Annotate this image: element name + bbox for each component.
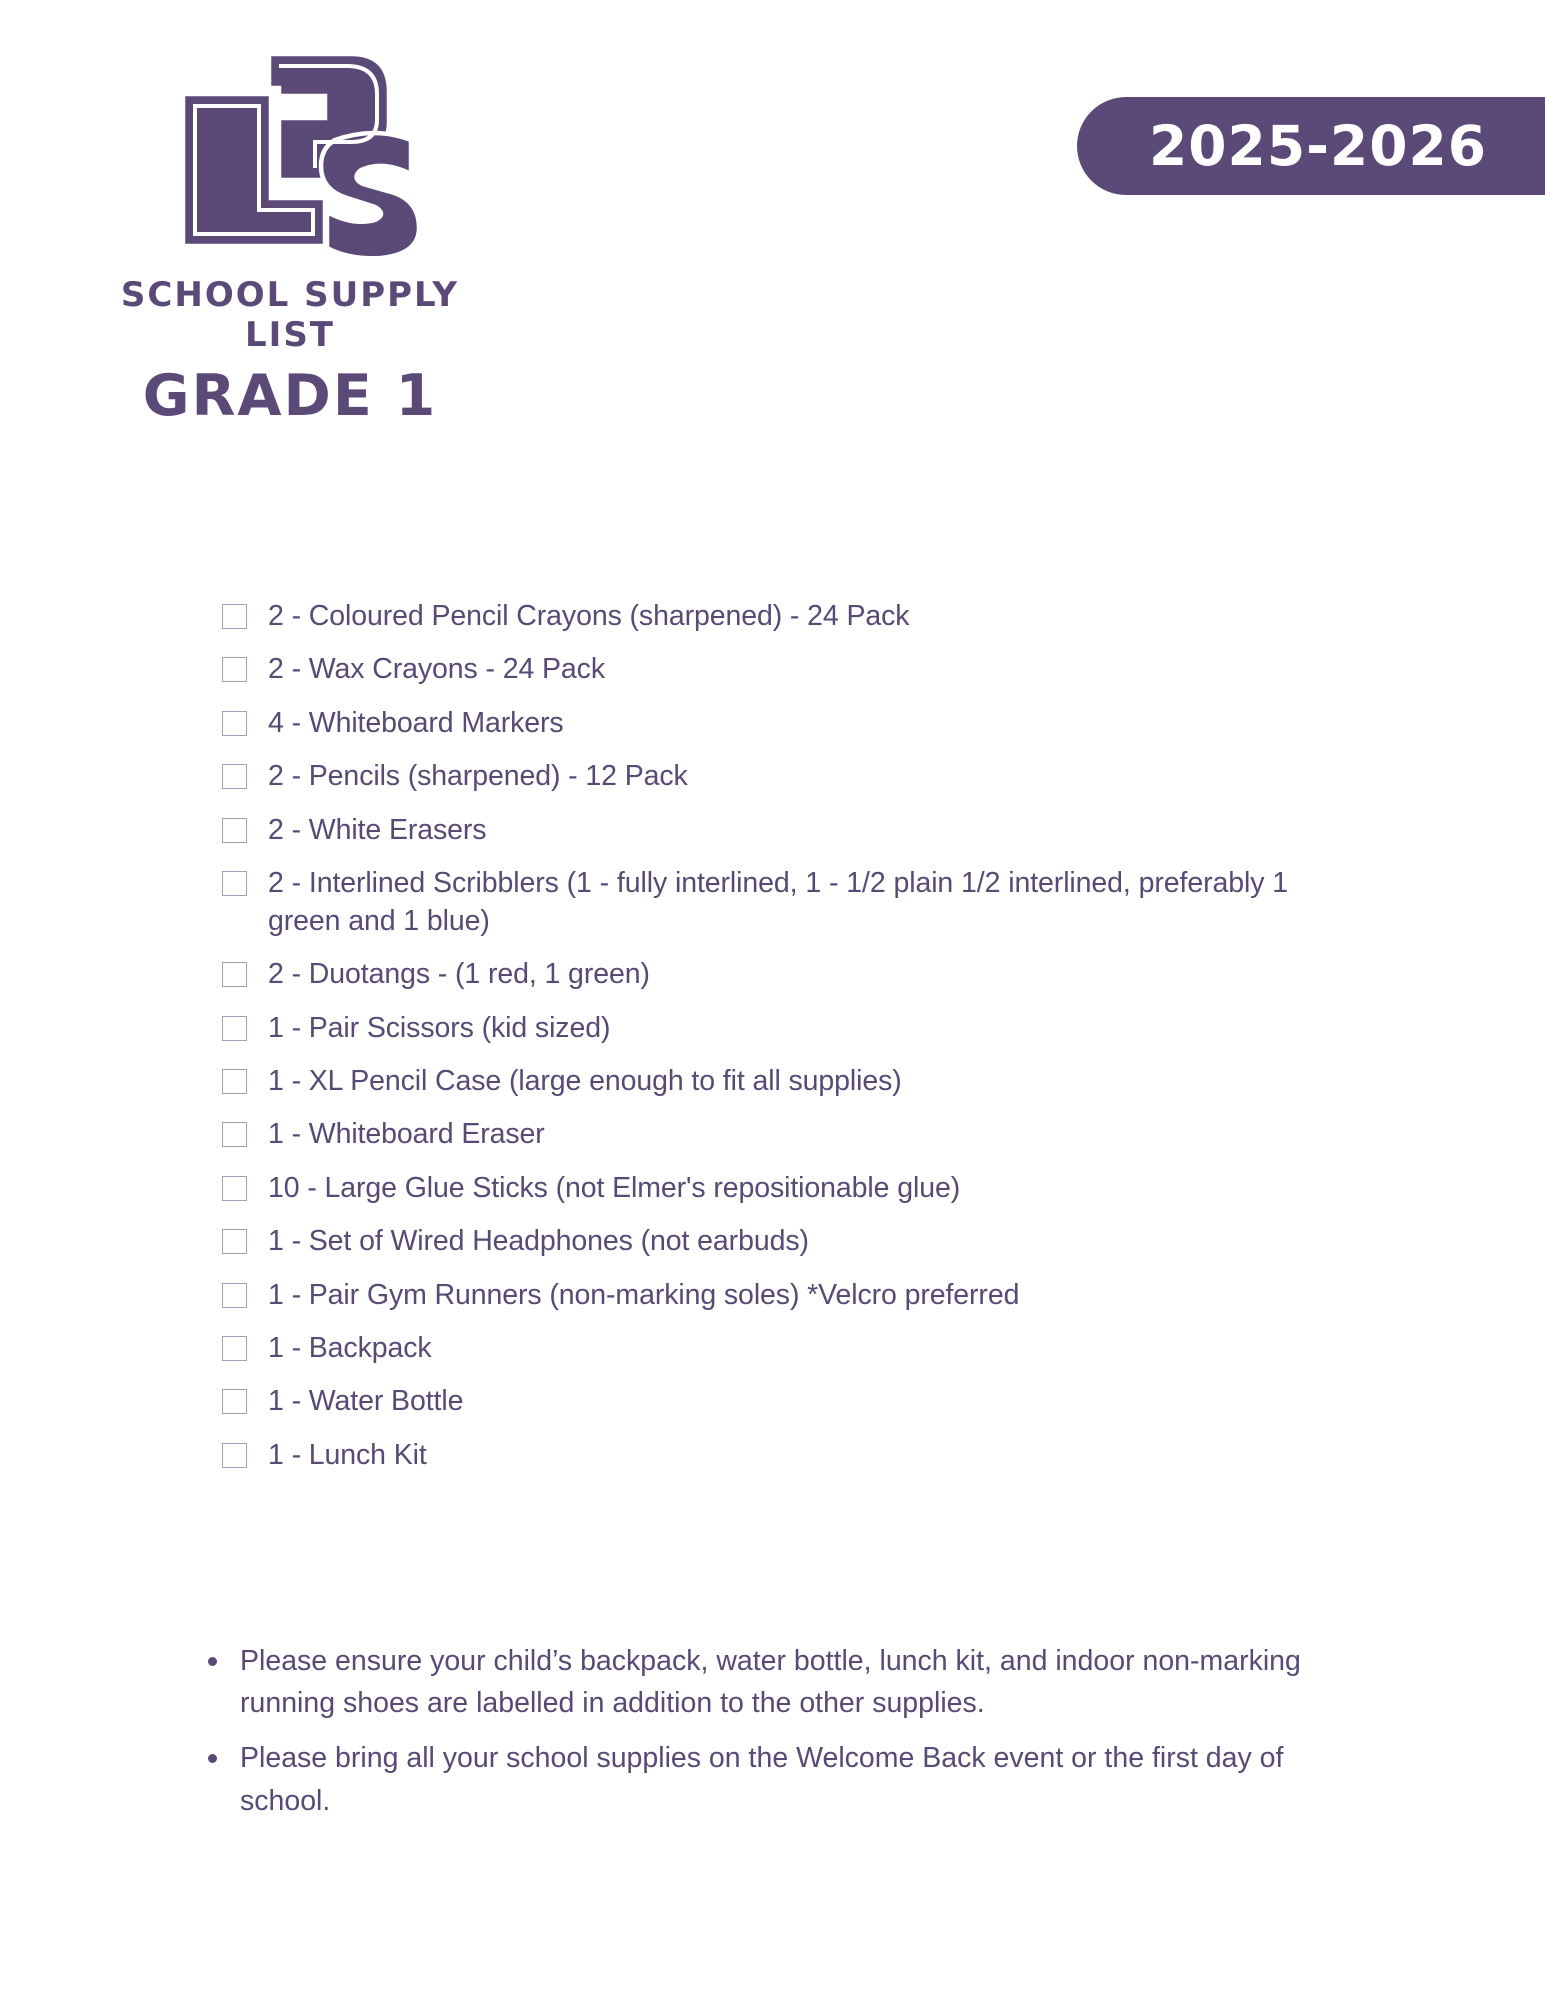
checkbox-icon[interactable] xyxy=(222,657,247,682)
checklist-item-label: 1 - Pair Scissors (kid sized) xyxy=(268,1011,611,1044)
checklist-item[interactable] xyxy=(222,1116,1322,1154)
checklist-item-label: 1 - Pair Gym Runners (non-marking soles) *Velcro preferred xyxy=(268,1278,1020,1311)
note-text: Please ensure your child’s backpack, water bottle, lunch kit, and indoor non-marking running shoes are labelled in addition to the other supplies. xyxy=(240,1645,1301,1720)
checklist-item[interactable] xyxy=(222,705,1322,743)
checklist-item[interactable] xyxy=(222,1277,1322,1315)
checklist-item[interactable] xyxy=(222,1010,1322,1048)
checkbox-icon[interactable] xyxy=(222,1283,247,1308)
checklist-item-label: 10 - Large Glue Sticks (not Elmer's repositionable glue) xyxy=(268,1171,961,1204)
checklist-item[interactable] xyxy=(222,956,1322,994)
checklist-item-label: 2 - Duotangs - (1 red, 1 green) xyxy=(268,958,650,991)
header-branding xyxy=(120,48,575,429)
checklist-item[interactable] xyxy=(222,1170,1322,1208)
checklist-item-label: 1 - Backpack xyxy=(268,1331,432,1364)
grade-title: GRADE 1 xyxy=(142,363,438,429)
checklist-item-label: 1 - Whiteboard Eraser xyxy=(268,1118,545,1151)
checklist-item[interactable] xyxy=(222,758,1322,796)
checklist-item[interactable] xyxy=(222,1223,1322,1261)
checklist-item[interactable] xyxy=(222,651,1322,689)
checkbox-icon[interactable] xyxy=(222,1122,247,1147)
school-year-label: 2025-2026 xyxy=(1149,113,1487,178)
checklist-item-label: 1 - Water Bottle xyxy=(268,1385,464,1418)
checkbox-icon[interactable] xyxy=(222,1443,247,1468)
checkbox-icon[interactable] xyxy=(222,1336,247,1361)
bullet-icon xyxy=(208,1754,217,1763)
checklist-item[interactable] xyxy=(222,1383,1322,1421)
checkbox-icon[interactable] xyxy=(222,1069,247,1094)
checklist-item-label: 2 - Pencils (sharpened) - 12 Pack xyxy=(268,760,688,793)
note-item xyxy=(198,1737,1318,1821)
checkbox-icon[interactable] xyxy=(222,1389,247,1414)
checkbox-icon[interactable] xyxy=(222,1016,247,1041)
checklist-item-label: 1 - XL Pencil Case (large enough to fit all supplies) xyxy=(268,1065,902,1098)
checkbox-icon[interactable] xyxy=(222,818,247,843)
checklist-item[interactable] xyxy=(222,865,1322,941)
checkbox-icon[interactable] xyxy=(222,1176,247,1201)
note-text: Please bring all your school supplies on the Welcome Back event or the first day of school. xyxy=(240,1742,1284,1817)
checkbox-icon[interactable] xyxy=(222,962,247,987)
checkbox-icon[interactable] xyxy=(222,764,247,789)
checklist-item[interactable] xyxy=(222,1063,1322,1101)
checkbox-icon[interactable] xyxy=(222,711,247,736)
checklist-item-label: 2 - Wax Crayons - 24 Pack xyxy=(268,653,605,686)
supply-list-caption: SCHOOL SUPPLY LIST xyxy=(120,275,460,355)
checklist-item-label: 1 - Lunch Kit xyxy=(268,1438,427,1471)
checklist-item[interactable] xyxy=(222,598,1322,636)
supply-checklist xyxy=(222,598,1322,1490)
school-year-badge xyxy=(1077,97,1545,195)
bullet-icon xyxy=(208,1657,217,1666)
note-item xyxy=(198,1640,1318,1724)
checklist-item-label: 2 - White Erasers xyxy=(268,813,487,846)
checklist-item-label: 2 - Interlined Scribblers (1 - fully interlined, 1 - 1/2 plain 1/2 interlined, preferably 1 green and 1 blue) xyxy=(268,866,1288,937)
notes-list xyxy=(198,1640,1318,1835)
checklist-item[interactable] xyxy=(222,1330,1322,1368)
checklist-item[interactable] xyxy=(222,812,1322,850)
checklist-item-label: 2 - Coloured Pencil Crayons (sharpened) - 24 Pack xyxy=(268,600,910,632)
lps-logo-icon xyxy=(175,48,435,263)
checkbox-icon[interactable] xyxy=(222,871,247,896)
checklist-item-label: 1 - Set of Wired Headphones (not earbuds) xyxy=(268,1225,809,1258)
checklist-item-label: 4 - Whiteboard Markers xyxy=(268,706,564,739)
checkbox-icon[interactable] xyxy=(222,604,247,629)
checklist-item[interactable] xyxy=(222,1437,1322,1475)
checkbox-icon[interactable] xyxy=(222,1229,247,1254)
